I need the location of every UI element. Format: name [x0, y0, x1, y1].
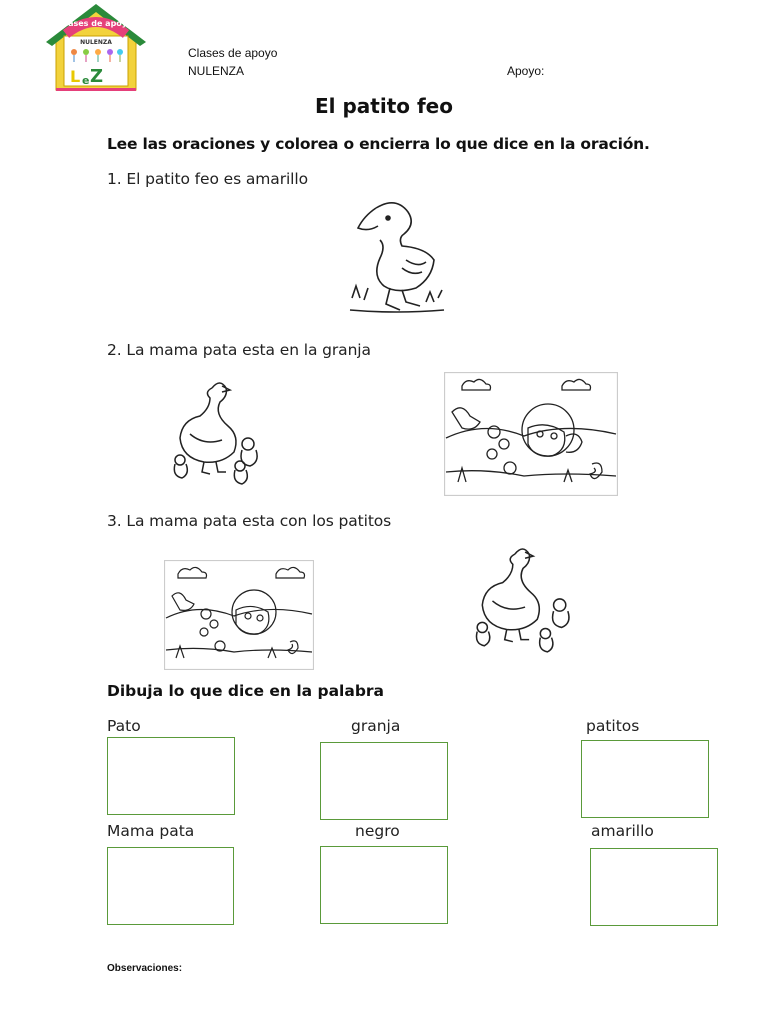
drawing-box[interactable]: [320, 846, 448, 924]
logo-text: Clases de apoyo: [59, 19, 133, 28]
logo-subtext: NULENZA: [80, 39, 112, 46]
question-1: 1. El patito feo es amarillo: [107, 170, 308, 188]
word-label: Pato: [107, 717, 141, 735]
mother-duck-with-ducklings-image: [466, 538, 578, 668]
mother-duck-with-ducklings-image: [164, 374, 274, 498]
org-name: Clases de apoyo: [188, 46, 278, 60]
farm-scene-image: [444, 372, 618, 496]
instructions: Lee las oraciones y colorea o encierra lo que dice en la oración.: [107, 135, 650, 153]
ugly-duckling-image: [346, 198, 448, 320]
word-label: negro: [355, 822, 400, 840]
svg-text:Z: Z: [90, 66, 104, 87]
draw-section-heading: Dibuja lo que dice en la palabra: [107, 682, 385, 700]
word-label: granja: [351, 717, 401, 735]
drawing-box[interactable]: [107, 737, 235, 815]
word-label: Mama pata: [107, 822, 195, 840]
drawing-box[interactable]: [581, 740, 709, 818]
school-logo: [44, 2, 148, 94]
page-title: El patito feo: [315, 94, 453, 118]
word-label: amarillo: [591, 822, 654, 840]
observaciones-label: Observaciones:: [107, 963, 183, 974]
drawing-box[interactable]: [590, 848, 718, 926]
farm-scene-image: [164, 560, 314, 670]
svg-text:e: e: [82, 74, 90, 87]
drawing-box[interactable]: [107, 847, 234, 925]
question-3: 3. La mama pata esta con los patitos: [107, 512, 392, 530]
apoyo-label: Apoyo:: [507, 64, 545, 78]
svg-text:L: L: [70, 67, 81, 86]
drawing-box[interactable]: [320, 742, 448, 820]
word-label: patitos: [586, 717, 640, 735]
question-2: 2. La mama pata esta en la granja: [107, 341, 371, 359]
org-subtitle: NULENZA: [188, 64, 245, 78]
